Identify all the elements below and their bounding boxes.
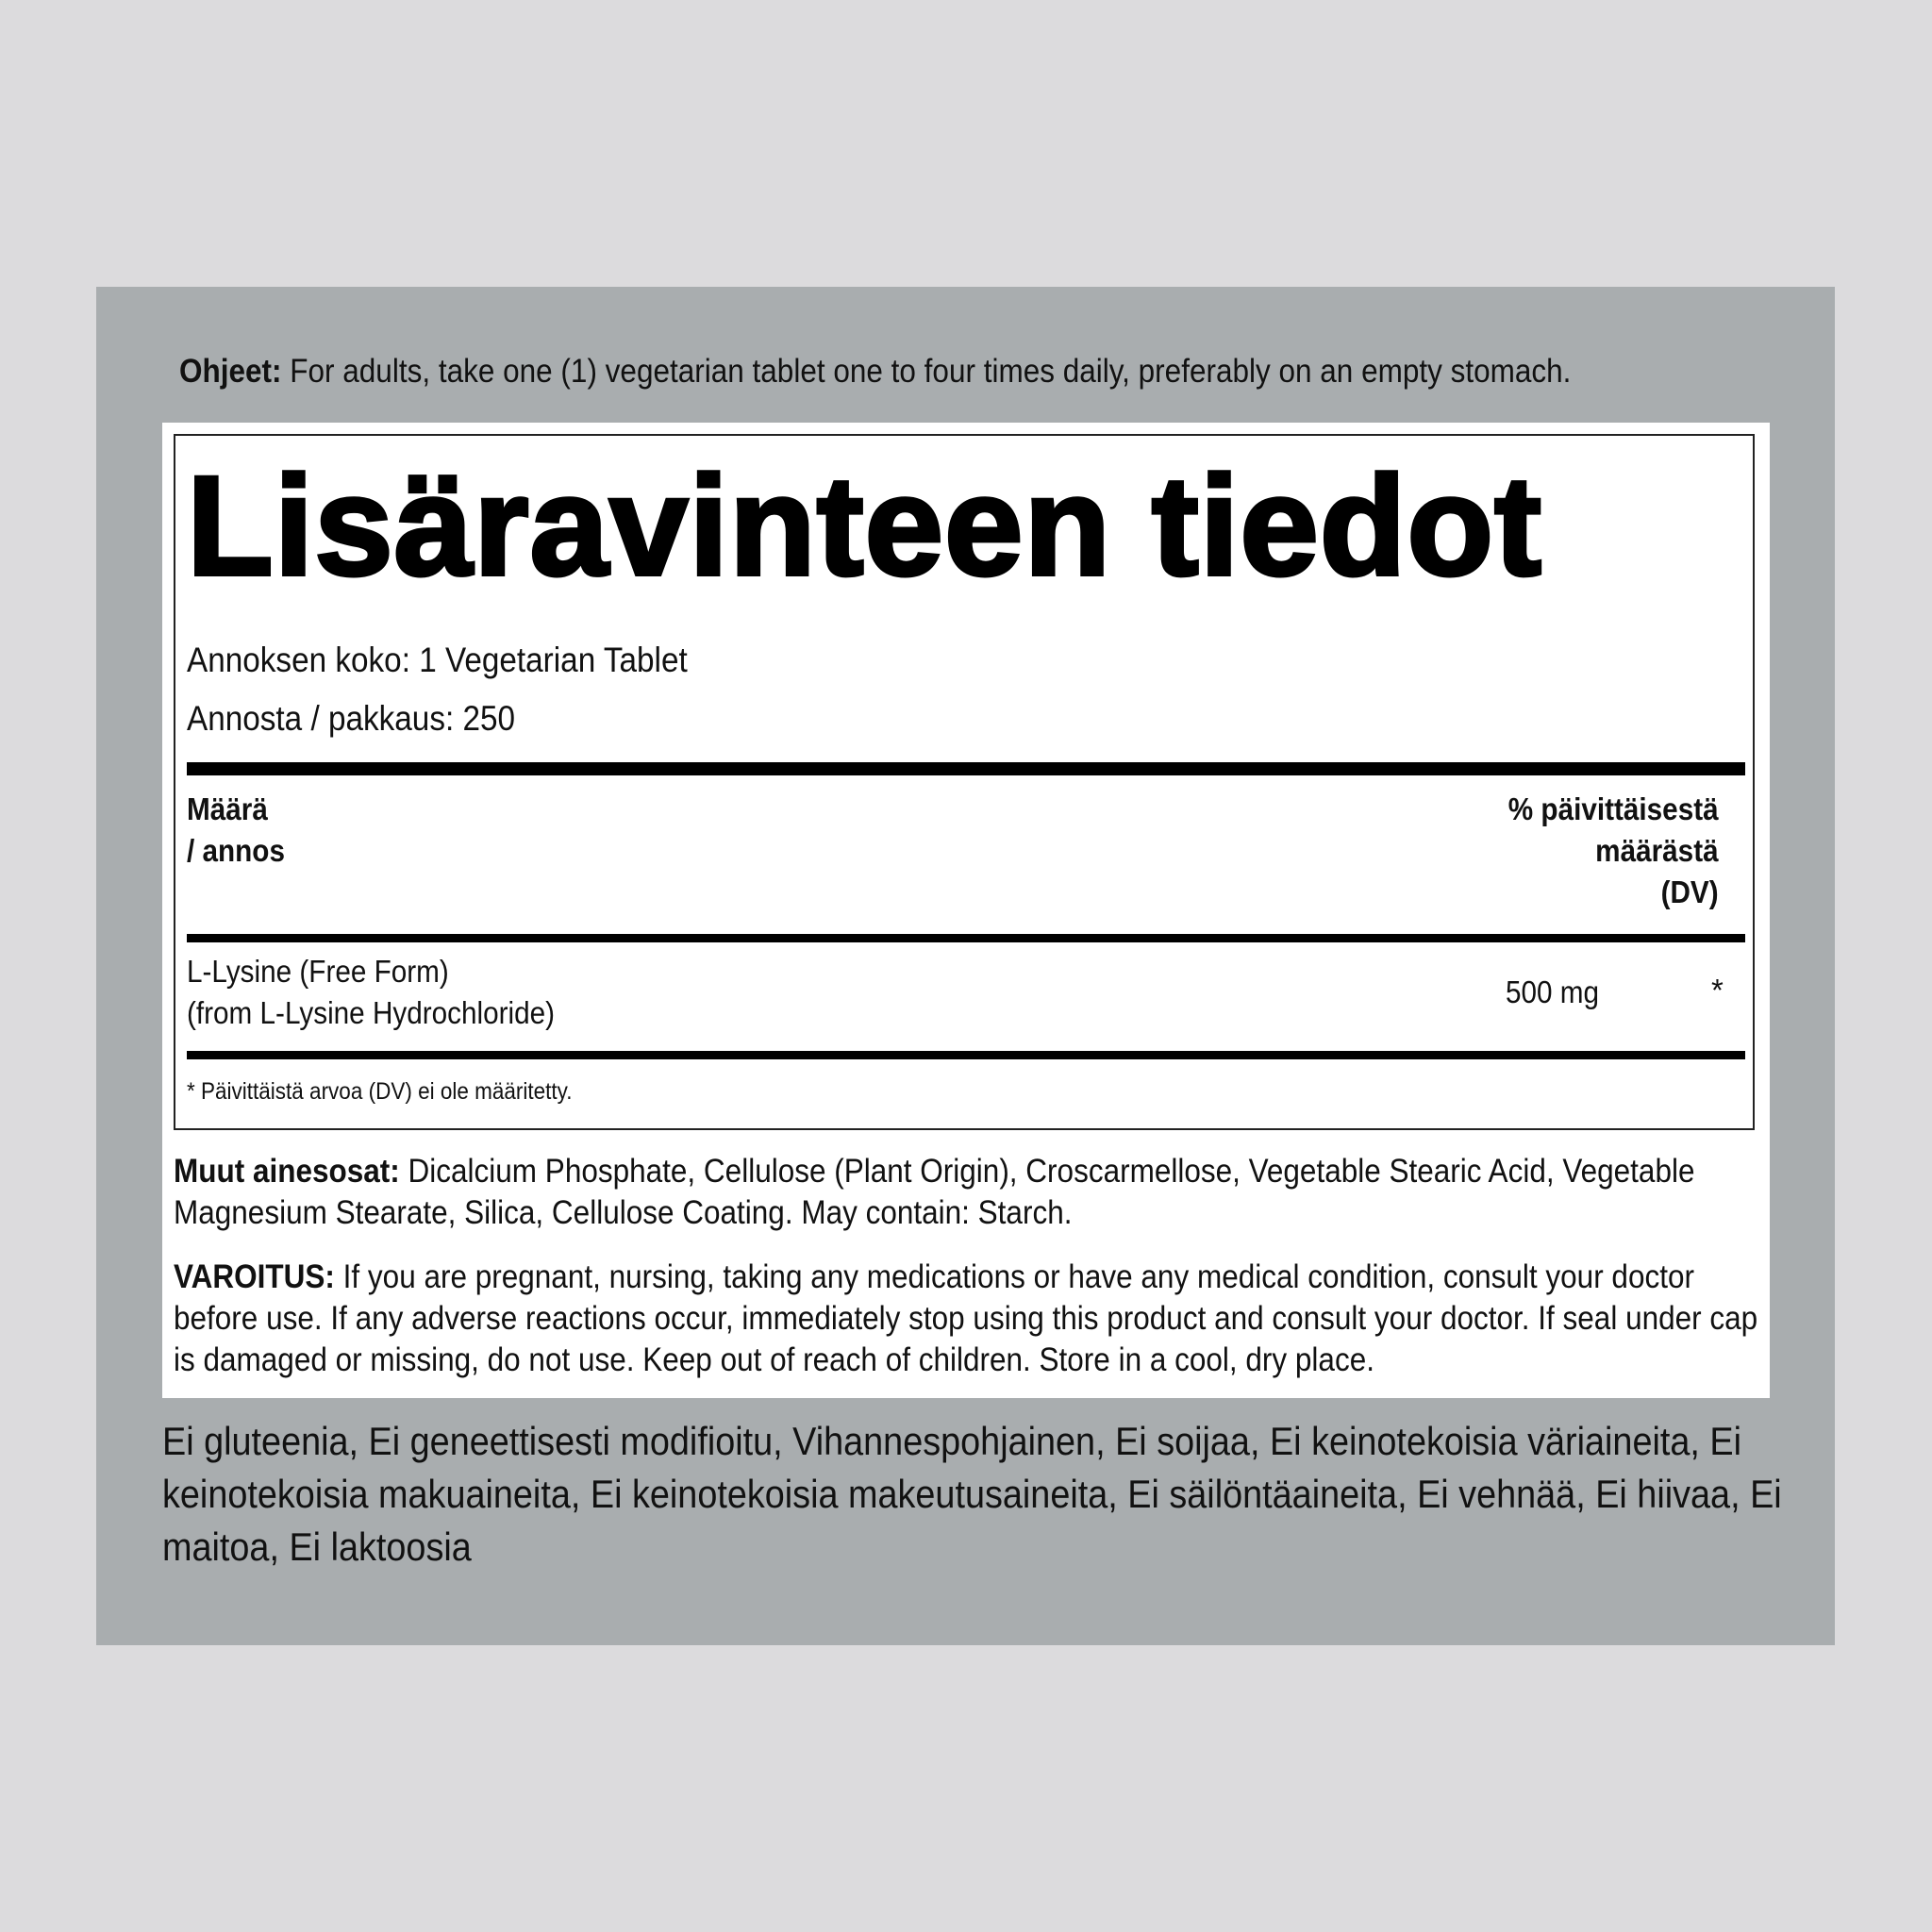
- warning-text: If you are pregnant, nursing, taking any medications or have any medical condition, consult your doctor before use. If any adverse reactions occur, immediately stop using this product and consult your doctor. If seal under cap is damaged or missing, do not use. Keep out of reach of children. Store in a cool, dry place.: [174, 1258, 1758, 1378]
- warning-label: VAROITUS:: [174, 1258, 335, 1295]
- facts-title: Lisäravinteen tiedot: [187, 446, 1543, 605]
- directions-text: For adults, take one (1) vegetarian tablet one to four times daily, preferably on an empty stomach.: [281, 353, 1572, 390]
- warning: [174, 1257, 1770, 1381]
- serving-size: Annoksen koko: 1 Vegetarian Tablet: [187, 641, 688, 679]
- nutrient-divider: [187, 1051, 1745, 1059]
- daily-value-footnote: * Päivittäistä arvoa (DV) ei ole määritetty.: [187, 1078, 573, 1105]
- other-ingredients-text: Dicalcium Phosphate, Cellulose (Plant Origin), Croscarmellose, Vegetable Stearic Acid, Vegetable Magnesium Stearate, Silica, Cellulose Coating. May contain: Starch.: [174, 1153, 1695, 1231]
- supplement-facts-box: [174, 434, 1755, 1130]
- supplement-label: [162, 423, 1770, 1398]
- daily-value-header: [1508, 789, 1719, 913]
- header-left-line-2: / annos: [187, 833, 285, 868]
- header-left-line-1: Määrä: [187, 791, 268, 826]
- nutrient-daily-value: *: [1711, 973, 1724, 1008]
- nutrient-name: [187, 951, 555, 1034]
- header-right-line-1: % päivittäisestä: [1508, 791, 1719, 826]
- nutrient-amount: 500 mg: [1506, 974, 1600, 1009]
- nutrient-name-line-2: (from L-Lysine Hydrochloride): [187, 995, 556, 1030]
- directions-label: Ohjeet:: [179, 353, 282, 390]
- header-right-line-3: (DV): [1660, 874, 1719, 909]
- other-ingredients: [174, 1151, 1702, 1234]
- directions: [179, 349, 1623, 394]
- other-ingredients-label: Muut ainesosat:: [174, 1153, 400, 1190]
- header-right-line-2: määrästä: [1595, 833, 1719, 868]
- nutrient-name-line-1: L-Lysine (Free Form): [187, 954, 449, 989]
- header-divider: [187, 934, 1745, 942]
- amount-per-serving-header: [187, 789, 285, 872]
- servings-per-container: Annosta / pakkaus: 250: [187, 699, 516, 738]
- thick-divider: [187, 762, 1745, 775]
- allergen-statement: Ei gluteenia, Ei geneettisesti modifioitu, Vihannespohjainen, Ei soijaa, Ei keinotekoisia väriaineita, Ei keinotekoisia makuaineita, Ei keinotekoisia makeutusaineita, Ei säilöntäaineita, Ei vehnää, Ei hiivaa, Ei maitoa, Ei laktoosia: [162, 1419, 1782, 1569]
